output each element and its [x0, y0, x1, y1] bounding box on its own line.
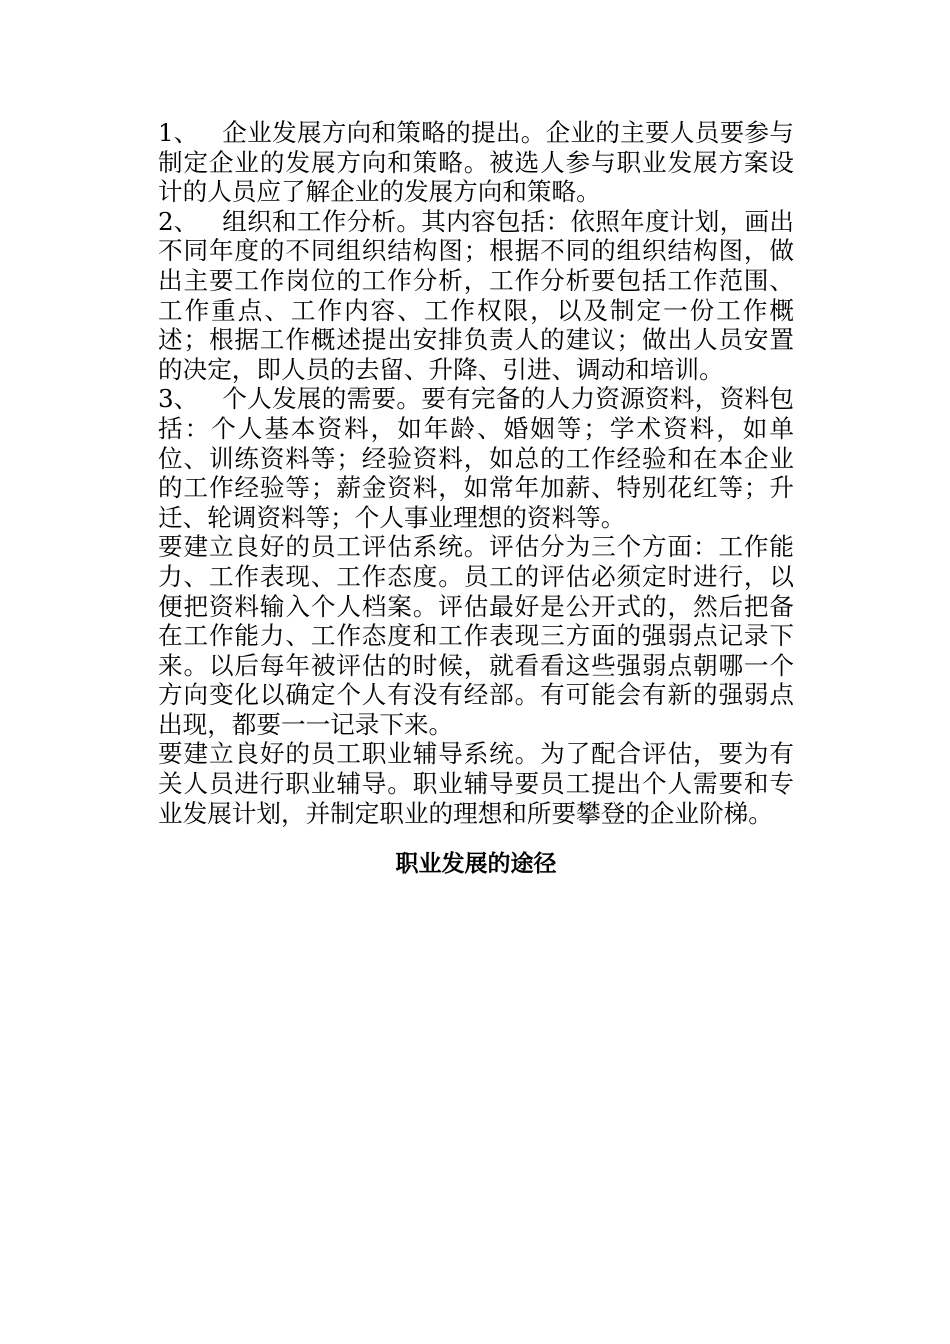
list-item — [158, 384, 794, 532]
list-item-number: 3、 — [158, 384, 199, 414]
list-item-text: 个人发展的需要。要有完备的人力资源资料，资料包括：个人基本资料，如年龄、婚姻等；学术资料，如单位、训练资料等；经验资料，如总的工作经验和在本企业的工作经验等；薪金资料，如常年加薪、特别花红等；升迁、轮调资料等；个人事业理想的资料等。 — [158, 384, 794, 532]
section-heading: 职业发展的途径 — [395, 851, 557, 878]
list-item-text: 企业发展方向和策略的提出。企业的主要人员要参与制定企业的发展方向和策略。被选人参与职业发展方案设计的人员应了解企业的发展方向和策略。 — [158, 118, 794, 207]
list-item-text: 组织和工作分析。其内容包括：依照年度计划，画出不同年度的不同组织结构图；根据不同的组织结构图，做出主要工作岗位的工作分析，工作分析要包括工作范围、工作重点、工作内容、工作权限，以及制定一份工作概述；根据工作概述提出安排负责人的建议；做出人员安置的决定，即人员的去留、升降、引进、调动和培训。 — [158, 206, 794, 384]
list-item-number: 2、 — [158, 206, 199, 236]
list-item — [158, 207, 794, 385]
document-page — [158, 118, 794, 879]
paragraph-career-counseling: 要建立良好的员工职业辅导系统。为了配合评估，要为有关人员进行职业辅导。职业辅导要员工提出个人需要和专业发展计划，并制定职业的理想和所要攀登的企业阶梯。 — [158, 739, 794, 828]
list-item — [158, 118, 794, 207]
list-item-number: 1、 — [158, 118, 199, 147]
paragraph-evaluation-system: 要建立良好的员工评估系统。评估分为三个方面：工作能力、工作表现、工作态度。员工的评估必须定时进行，以便把资料输入个人档案。评估最好是公开式的，然后把备在工作能力、工作态度和工作表现三方面的强弱点记录下来。以后每年被评估的时候，就看看这些强弱点朝哪一个方向变化以确定个人有没有经部。有可能会有新的强弱点出现，都要一一记录下来。 — [158, 532, 794, 739]
